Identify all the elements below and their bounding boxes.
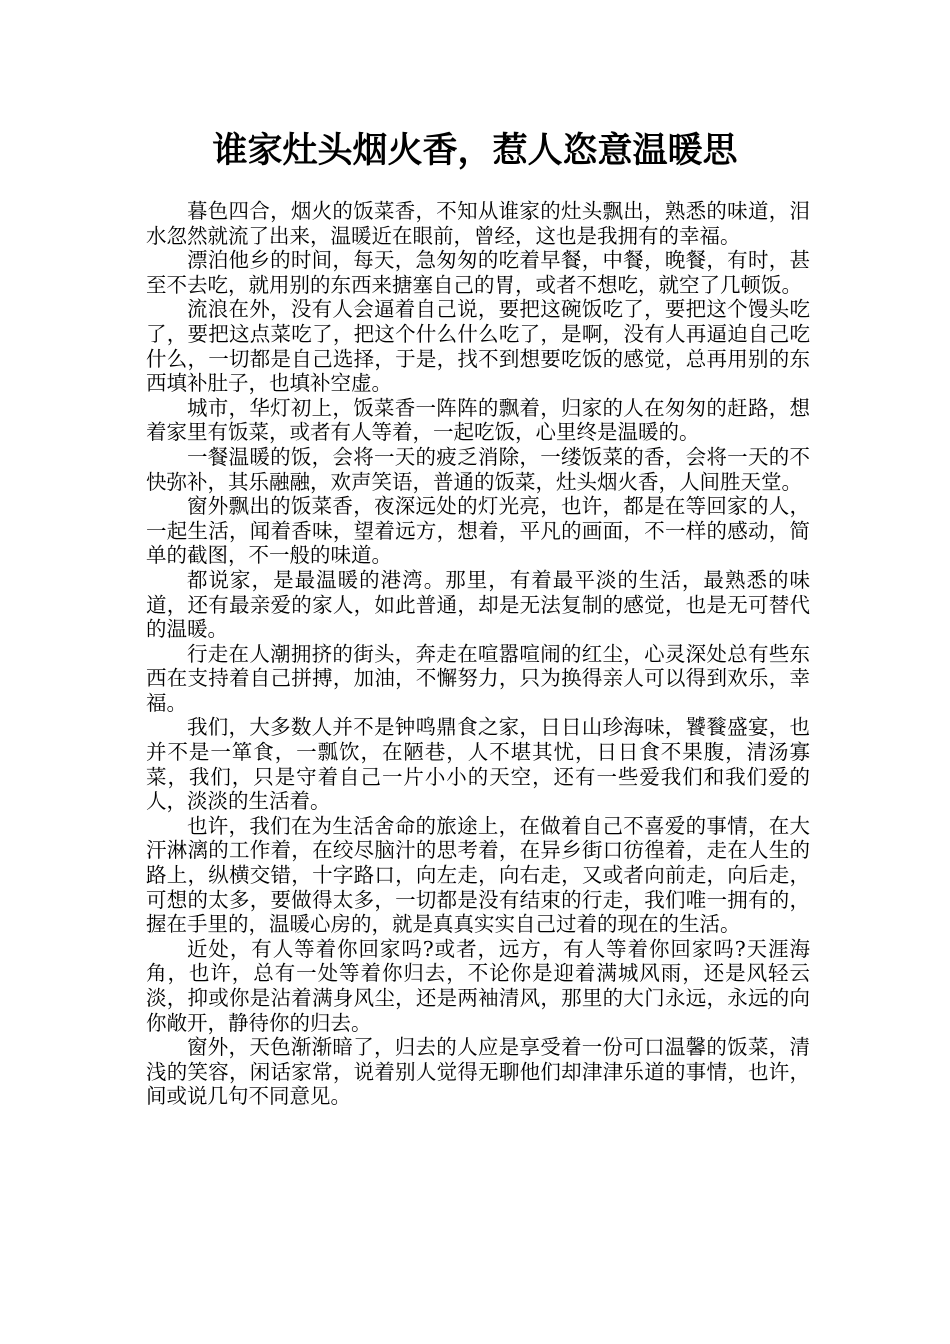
paragraph: 暮色四合，烟火的饭菜香，不知从谁家的灶头飘出，熟悉的味道，泪水忽然就流了出来，温暖近在眼前，曾经，这也是我拥有的幸福。 [146, 199, 810, 248]
document-title: 谁家灶头烟火香，惹人恣意温暖思 [212, 131, 738, 171]
paragraph: 一餐温暖的饭，会将一天的疲乏消除，一缕饭菜的香，会将一天的不快弥补，其乐融融，欢声笑语，普通的饭菜，灶头烟火香，人间胜天堂。 [146, 444, 810, 494]
paragraph: 行走在人潮拥挤的街头，奔走在喧嚣喧闹的红尘，心灵深处总有些东西在支持着自己拼搏，加油，不懈努力，只为换得亲人可以得到欢乐，幸福。 [146, 641, 810, 715]
paragraph: 都说家，是最温暖的港湾。那里，有着最平淡的生活，最熟悉的味道，还有最亲爱的家人，如此普通，却是无法复制的感觉，也是无可替代的温暖。 [146, 567, 810, 642]
paragraph: 城市，华灯初上，饭菜香一阵阵的飘着，归家的人在匆匆的赶路，想着家里有饭菜，或者有人等着，一起吃饭，心里终是温暖的。 [146, 395, 810, 445]
paragraph: 近处，有人等着你回家吗?或者，远方，有人等着你回家吗?天涯海角，也许，总有一处等着你归去，不论你是迎着满城风雨，还是风轻云淡，抑或你是沾着满身风尘，还是两袖清风，那里的大门永远，永远的向你敞开，静待你的归去。 [146, 936, 810, 1035]
paragraph: 漂泊他乡的时间，每天，急匆匆的吃着早餐，中餐，晚餐，有时，甚至不去吃，就用别的东西来搪塞自己的胃，或者不想吃，就空了几顿饭。 [146, 248, 810, 297]
paragraph: 窗外，天色渐渐暗了，归去的人应是享受着一份可口温馨的饭菜，清浅的笑容，闲话家常，说着别人觉得无聊他们却津津乐道的事情，也许，间或说几句不同意见。 [146, 1035, 810, 1109]
paragraph: 也许，我们在为生活舍命的旅途上，在做着自己不喜爱的事情，在大汗淋漓的工作着，在绞尽脑汁的思考着，在异乡街口彷徨着，走在人生的路上，纵横交错，十字路口，向左走，向右走，又或者向前走，向后走，可想的太多，要做得太多，一切都是没有结束的行走，我们唯一拥有的，握在手里的，温暖心房的，就是真真实实自己过着的现在的生活。 [146, 813, 810, 937]
document-body [146, 199, 810, 1109]
paragraph: 流浪在外，没有人会逼着自己说，要把这碗饭吃了，要把这个馒头吃了，要把这点菜吃了，把这个什么什么吃了，是啊，没有人再逼迫自己吃什么，一切都是自己选择，于是，找不到想要吃饭的感觉，总再用别的东西填补肚子，也填补空虚。 [146, 297, 810, 396]
paragraph: 我们，大多数人并不是钟鸣鼎食之家，日日山珍海味，饕餮盛宴，也并不是一箪食，一瓢饮，在陋巷，人不堪其忧，日日食不果腹，清汤寡菜，我们，只是守着自己一片小小的天空，还有一些爱我们和我们爱的人，淡淡的生活着。 [146, 715, 810, 814]
paragraph: 窗外飘出的饭菜香，夜深远处的灯光亮，也许，都是在等回家的人，一起生活，闻着香味，望着远方，想着，平凡的画面，不一样的感动，简单的截图，不一般的味道。 [146, 494, 810, 568]
